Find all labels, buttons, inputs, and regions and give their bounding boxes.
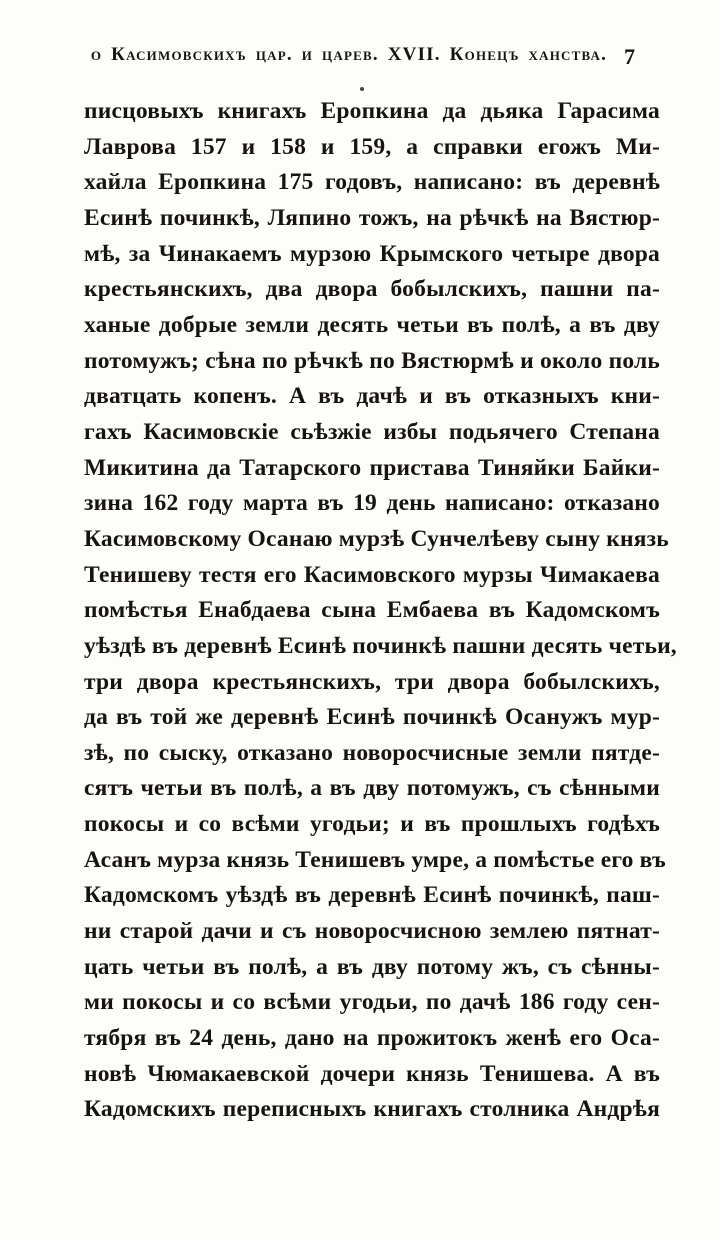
text-line: крестьянскихъ, два двора бобылскихъ, пашни па- bbox=[84, 276, 660, 303]
text-line: цать четьи въ полѣ, а въ дву потому жъ, съ сѣнны- bbox=[84, 953, 660, 980]
text-line: писцовыхъ книгахъ Еропкина да дьяка Гарасима bbox=[84, 98, 660, 124]
body-text bbox=[84, 94, 677, 1128]
running-title: о Касимовскихъ цар. и царев. XVII. Конецъ ханства. bbox=[90, 44, 608, 65]
text-line: Касимовскому Осанаю мурзѣ Сунчелѣеву сыну князь bbox=[84, 525, 669, 552]
page-number: 7 bbox=[624, 44, 635, 69]
text-line: дватцать копенъ. А въ дачѣ и въ отказныхъ кни- bbox=[84, 383, 660, 410]
text-line: Кадомскомъ уѣздѣ въ деревнѣ Есинѣ починкѣ, паш- bbox=[84, 882, 660, 909]
text-line: новѣ Чюмакаевской дочери князь Тенишева. А въ bbox=[84, 1060, 660, 1087]
scan-speck-dot bbox=[360, 87, 364, 91]
text-line: мѣ, за Чинакаемъ мурзою Крымского четыре двора bbox=[84, 240, 660, 267]
text-line: зѣ, по сыску, отказано новоросчисные земли пятде- bbox=[84, 739, 660, 766]
text-line: Тенишеву тестя его Касимовского мурзы Чимакаева bbox=[84, 561, 660, 588]
text-line: ми покосы и со всѣми угодьи, по дачѣ 186 году сен- bbox=[84, 989, 660, 1016]
text-line: Есинѣ починкѣ, Ляпино тожъ, на рѣчкѣ на Вястюр- bbox=[84, 204, 660, 231]
text-line: хайла Еропкина 175 годовъ, написано: въ деревнѣ bbox=[84, 169, 660, 196]
text-line: тября въ 24 день, дано на прожитокъ женѣ его Оса- bbox=[84, 1025, 660, 1052]
text-line: Лаврова 157 и 158 и 159, а справки егожъ Ми- bbox=[84, 133, 660, 160]
text-line: уѣздѣ въ деревнѣ Есинѣ починкѣ пашни десять четьи, bbox=[84, 632, 677, 659]
text-line: ханые добрые земли десять четьи въ полѣ, а въ дву bbox=[84, 311, 660, 338]
text-line: ни старой дачи и съ новоросчисною землею пятнат- bbox=[84, 918, 660, 945]
text-line: гахъ Касимовскіе сьѣзжіе избы подьячего Степана bbox=[84, 418, 660, 445]
text-line: сятъ четьи въ полѣ, а въ дву потомужъ, съ сѣнными bbox=[84, 775, 660, 802]
text-line: да въ той же деревнѣ Есинѣ починкѣ Осанужъ мур- bbox=[84, 704, 660, 731]
text-line: Асанъ мурза князь Тенишевъ умре, а помѣстье его въ bbox=[84, 846, 666, 873]
text-line: Микитина да Татарского пристава Тиняйки Байки- bbox=[84, 454, 660, 481]
text-line: Кадомскихъ переписныхъ книгахъ столника Андрѣя bbox=[84, 1096, 660, 1123]
text-line: помѣстья Енабдаева сына Ембаева въ Кадомскомъ bbox=[84, 597, 660, 624]
text-line: три двора крестьянскихъ, три двора бобылскихъ, bbox=[84, 668, 660, 695]
text-line: потомужъ; сѣна по рѣчкѣ по Вястюрмѣ и около поль bbox=[84, 347, 660, 374]
text-line: покосы и со всѣми угодьи; и въ прошлыхъ годѣхъ bbox=[84, 811, 660, 838]
text-line: зина 162 году марта въ 19 день написано: отказано bbox=[84, 490, 660, 517]
